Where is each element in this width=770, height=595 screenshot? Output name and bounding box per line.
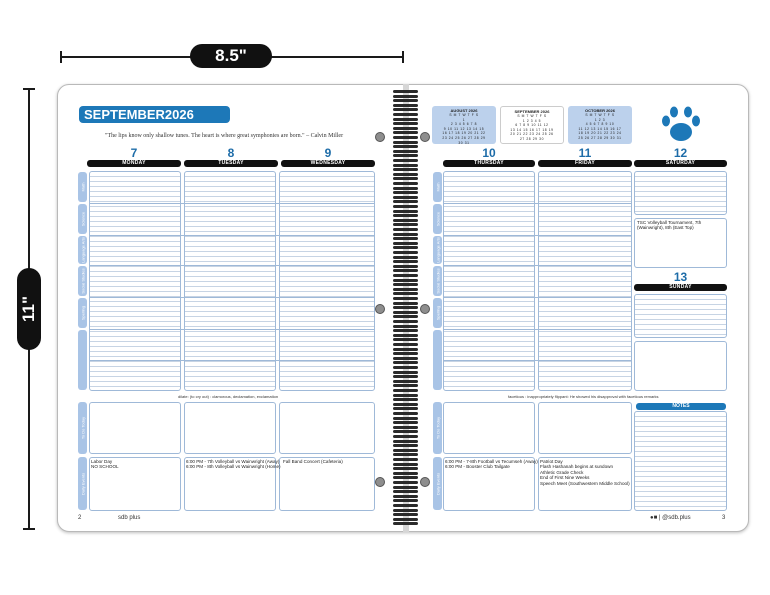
spiral-coil [393,435,418,438]
spiral-coil [393,122,418,125]
subject-tab-social-studies: Social Studies [78,266,87,296]
event-item: Labor Day [91,459,113,464]
subject-tab-spelling: Spelling [433,298,442,328]
quote: "The lips know only shallow tunes. The heart is where great symphonies are born." – Calvin Miller [105,133,344,139]
spiral-coil [393,384,418,387]
spiral-coil [393,440,418,443]
spiral-coil [393,375,418,378]
subject-tab-blank [433,330,442,390]
saturday-top-area[interactable] [634,171,727,215]
event-item: End of First Nine Weeks [540,475,590,481]
brand-right: @sdb.plus [662,515,691,521]
spiral-coil [393,389,418,392]
day-name: THURSDAY [443,160,535,167]
event-item: Patriot Day [540,459,563,464]
subject-divider [443,235,632,236]
spiral-coil [393,297,418,300]
spiral-coil [393,366,418,369]
spiral-coil [393,348,418,351]
spiral-coil [393,242,418,245]
friday-events [540,459,630,486]
spiral-coil [393,219,418,222]
day-header-wednesday [281,147,375,167]
thursday-lesson-area[interactable] [443,171,535,391]
subject-divider [443,329,632,330]
day-name: SATURDAY [634,160,727,167]
thursday-events [445,459,538,470]
spiral-coil [393,279,418,282]
mini-calendar-week: 9 10 11 12 13 14 15 [443,126,485,131]
spiral-coil [393,495,418,498]
subject-tab-blank [78,330,87,390]
spiral-coil [393,191,418,194]
spiral-coil [393,522,418,525]
spiral-coil [393,306,418,309]
event-item: 6:00 PM - 7th Volleyball vs Wainwright (Away) [186,459,280,464]
day-name: TUESDAY [184,160,278,167]
tuesday-events [186,459,281,470]
spiral-coil [393,177,418,180]
spiral-coil [393,205,418,208]
mini-calendar-august [432,106,496,144]
spiral-coil [393,90,418,93]
spiral-coil [393,118,418,121]
spiral-coil [393,159,418,162]
subject-divider [89,203,375,204]
spiral-coil [393,200,418,203]
saturday-event: TSC Volleyball Tournament, 7th (Wainwright), 8th (East Top) [637,220,702,231]
spiral-coil [393,104,418,107]
mini-calendar-week: 27 28 29 30 [519,136,545,141]
spiral-coil [393,352,418,355]
subject-divider [89,235,375,236]
spiral-coil [393,113,418,116]
paw-print-icon [660,104,702,146]
spiral-coil [393,131,418,134]
spiral-coil [393,449,418,452]
tuesday-lesson-area[interactable] [184,171,276,391]
spiral-coil [393,504,418,507]
spiral-coil [393,233,418,236]
notes-header: NOTES [636,403,726,410]
event-item: 6:00 PM - 8th Volleyball vs Wainwright (Home) [186,464,281,470]
spiral-coil [393,417,418,420]
daily-events-tab: Daily Events [78,457,87,510]
wednesday-events-box[interactable] [279,457,375,511]
day-number: 10 [482,146,496,160]
spiral-coil [393,361,418,364]
page-number-left: 2 [78,515,82,521]
mini-calendar-october [568,106,632,144]
spiral-coil [393,288,418,291]
subject-divider [89,265,375,266]
todo-tab: To Do Today [433,402,442,454]
event-item: Speech Meet (Southwestern Middle School) [540,480,630,486]
mini-calendar-week: 6 7 8 9 10 11 12 [515,123,549,128]
subject-tab-science: Science [78,204,87,234]
day-number: 8 [227,146,235,160]
mini-calendar-title: OCTOBER 2026 [585,108,615,113]
subject-divider [89,297,375,298]
day-name: SUNDAY [634,284,727,291]
mini-calendar-title: AUGUST 2026 [450,108,478,113]
spiral-coil [393,481,418,484]
mini-calendar-week: 1 [462,117,466,122]
day-number: 7 [130,146,138,160]
day-number: 13 [673,270,688,284]
subject-tab-math: Math [433,172,442,202]
spiral-coil [393,518,418,521]
day-header-friday [538,147,632,167]
spiral-coil [393,260,418,263]
day-name: WEDNESDAY [281,160,375,167]
event-item: 6:00 PM - 7-8th Football vs Tecumseh (Away) [445,459,538,464]
spiral-coil [393,292,418,295]
mini-calendar-week: 1 2 3 4 5 [522,118,542,123]
sunday-top-area[interactable] [634,294,727,338]
mini-calendar-week: 25 26 27 28 29 30 31 [578,135,622,140]
spiral-coil [393,338,418,341]
subject-tab-science: Science [433,204,442,234]
mini-calendar-week: 1 2 3 [594,117,606,122]
wednesday-events [283,459,343,464]
height-dimension-label: 11" [17,268,41,350]
spiral-coil [393,380,418,383]
spiral-coil [393,509,418,512]
event-item: Flash Hashanah begins at sundown [540,464,614,470]
daily-events-tab: Daily Events [433,457,442,510]
spiral-coil [393,407,418,410]
month-title [79,106,230,123]
subject-divider [443,203,632,204]
subject-tab-social-studies: Social Studies [433,266,442,296]
mini-calendar-week: 13 14 15 16 17 18 19 [510,127,554,132]
spiral-coil [393,315,418,318]
spiral-coil [393,302,418,305]
spiral-coil [393,269,418,272]
width-dimension-label: 8.5" [190,44,272,68]
punch-hole [420,132,430,142]
friday-lesson-area[interactable] [538,171,632,391]
thursday-todo-box[interactable] [443,402,535,454]
spiral-coil [393,329,418,332]
day-name: MONDAY [87,160,181,167]
month-name: SEPTEMBER [84,107,165,122]
spiral-coil [393,394,418,397]
spiral-coil [393,168,418,171]
subject-tab-language-arts: Language Arts [435,237,440,263]
notes-area[interactable] [634,411,727,511]
punch-hole [420,477,430,487]
mini-calendar-september [500,106,564,144]
spiral-coil [393,334,418,337]
word-of-day-left: dilate: (to cry out) : clamorous, declamation, exclamation [178,394,279,399]
spiral-coil [393,426,418,429]
page-number-right: 3 [722,515,726,521]
mini-calendar-weekdays: S M T W T F S [449,113,479,117]
day-name: FRIDAY [538,160,632,167]
day-number: 12 [673,146,688,160]
spiral-coil [393,251,418,254]
spiral-coil [393,357,418,360]
spiral-coil [393,320,418,323]
subject-divider [443,297,632,298]
wednesday-todo-box[interactable] [279,402,375,454]
spiral-coil [393,274,418,277]
mini-calendar-week: 18 19 20 21 22 23 24 [578,131,622,136]
spiral-coil [393,182,418,185]
subject-tab-language-arts: Language Arts [80,237,85,263]
spiral-coil [393,145,418,148]
day-header-monday [87,147,181,167]
day-number: 9 [324,146,332,160]
spiral-coil [393,173,418,176]
spiral-coil [393,403,418,406]
spiral-coil [393,237,418,240]
event-item: NO SCHOOL [91,464,119,470]
spiral-coil [393,421,418,424]
mini-calendar-week: 2 3 4 5 6 7 8 [450,122,478,127]
mini-calendar-week: 20 21 22 23 24 25 26 [510,132,554,137]
mini-calendar-week: 11 12 13 14 15 16 17 [578,126,622,131]
social-icons: ●■ | @sdb.plus [650,515,691,521]
brand-left: sdb plus [118,515,141,521]
spiral-coil [393,136,418,139]
spiral-coil [393,154,418,157]
spiral-coil [393,371,418,374]
spiral-coil [393,223,418,226]
spiral-coil [393,108,418,111]
mini-calendar-weekdays: S M T W T F S [517,114,547,118]
event-item: 6:00 PM - Booster Club Tailgate [445,464,510,470]
subject-divider [443,265,632,266]
year: 2026 [164,107,194,122]
spiral-coil [393,228,418,231]
spiral-coil [393,343,418,346]
spiral-coil [393,444,418,447]
punch-hole [420,304,430,314]
spiral-coil [393,490,418,493]
mini-calendar-weekdays: S M T W T F S [585,113,615,117]
mini-calendar-title: SEPTEMBER 2026 [514,109,550,114]
spiral-coil [393,472,418,475]
spiral-coil [393,150,418,153]
spiral-coil [393,265,418,268]
spiral-coil [393,486,418,489]
spiral-coil [393,398,418,401]
spiral-coil [393,476,418,479]
tuesday-todo-box[interactable] [184,402,276,454]
subject-tab-math: Math [78,172,87,202]
subject-divider [89,360,375,361]
day-header-sunday [634,271,727,291]
spiral-coil [393,458,418,461]
spiral-coil [393,513,418,516]
spiral-coil [393,453,418,456]
mini-calendar-week: 23 24 25 26 27 28 29 [442,135,486,140]
event-item: Athletic Grade Check [540,469,584,475]
spiral-coil [393,430,418,433]
word-of-day-right: facetious : inappropriately flippant: He showed his disapproval with facetious remarks [508,394,659,399]
friday-todo-box[interactable] [538,402,632,454]
spiral-coil [393,256,418,259]
punch-hole [375,477,385,487]
spiral-coil [393,467,418,470]
day-header-saturday [634,147,727,167]
spiral-coil [393,463,418,466]
sunday-events-box[interactable] [634,341,727,391]
spiral-coil [393,246,418,249]
spiral-coil [393,164,418,167]
spiral-coil [393,127,418,130]
day-header-tuesday [184,147,278,167]
subject-tab-spelling: Spelling [78,298,87,328]
spiral-coil [393,214,418,217]
mini-calendar-week: 4 5 6 7 8 9 10 [585,122,615,127]
punch-hole [375,132,385,142]
spiral-coil [393,210,418,213]
wednesday-lesson-area[interactable] [279,171,375,391]
spiral-coil [393,499,418,502]
spiral-coil [393,311,418,314]
spiral-coil [393,141,418,144]
punch-hole [375,304,385,314]
spiral-coil [393,412,418,415]
spiral-coil [393,99,418,102]
spiral-coil [393,283,418,286]
mini-calendar-week: 30 31 [458,140,470,144]
spiral-coil [393,196,418,199]
spiral-coil [393,187,418,190]
subject-divider [89,329,375,330]
event-item: Fall Band Concert (Cafeteria) [283,459,343,464]
monday-lesson-area[interactable] [89,171,181,391]
monday-todo-box[interactable] [89,402,181,454]
todo-tab: To Do Today [78,402,87,454]
spiral-coil [393,325,418,328]
day-number: 11 [578,146,592,160]
monday-events [91,459,119,470]
spiral-coil [393,95,418,98]
mini-calendar-week: 16 17 18 19 20 21 22 [442,131,486,136]
subject-divider [443,360,632,361]
day-header-thursday [443,147,535,167]
